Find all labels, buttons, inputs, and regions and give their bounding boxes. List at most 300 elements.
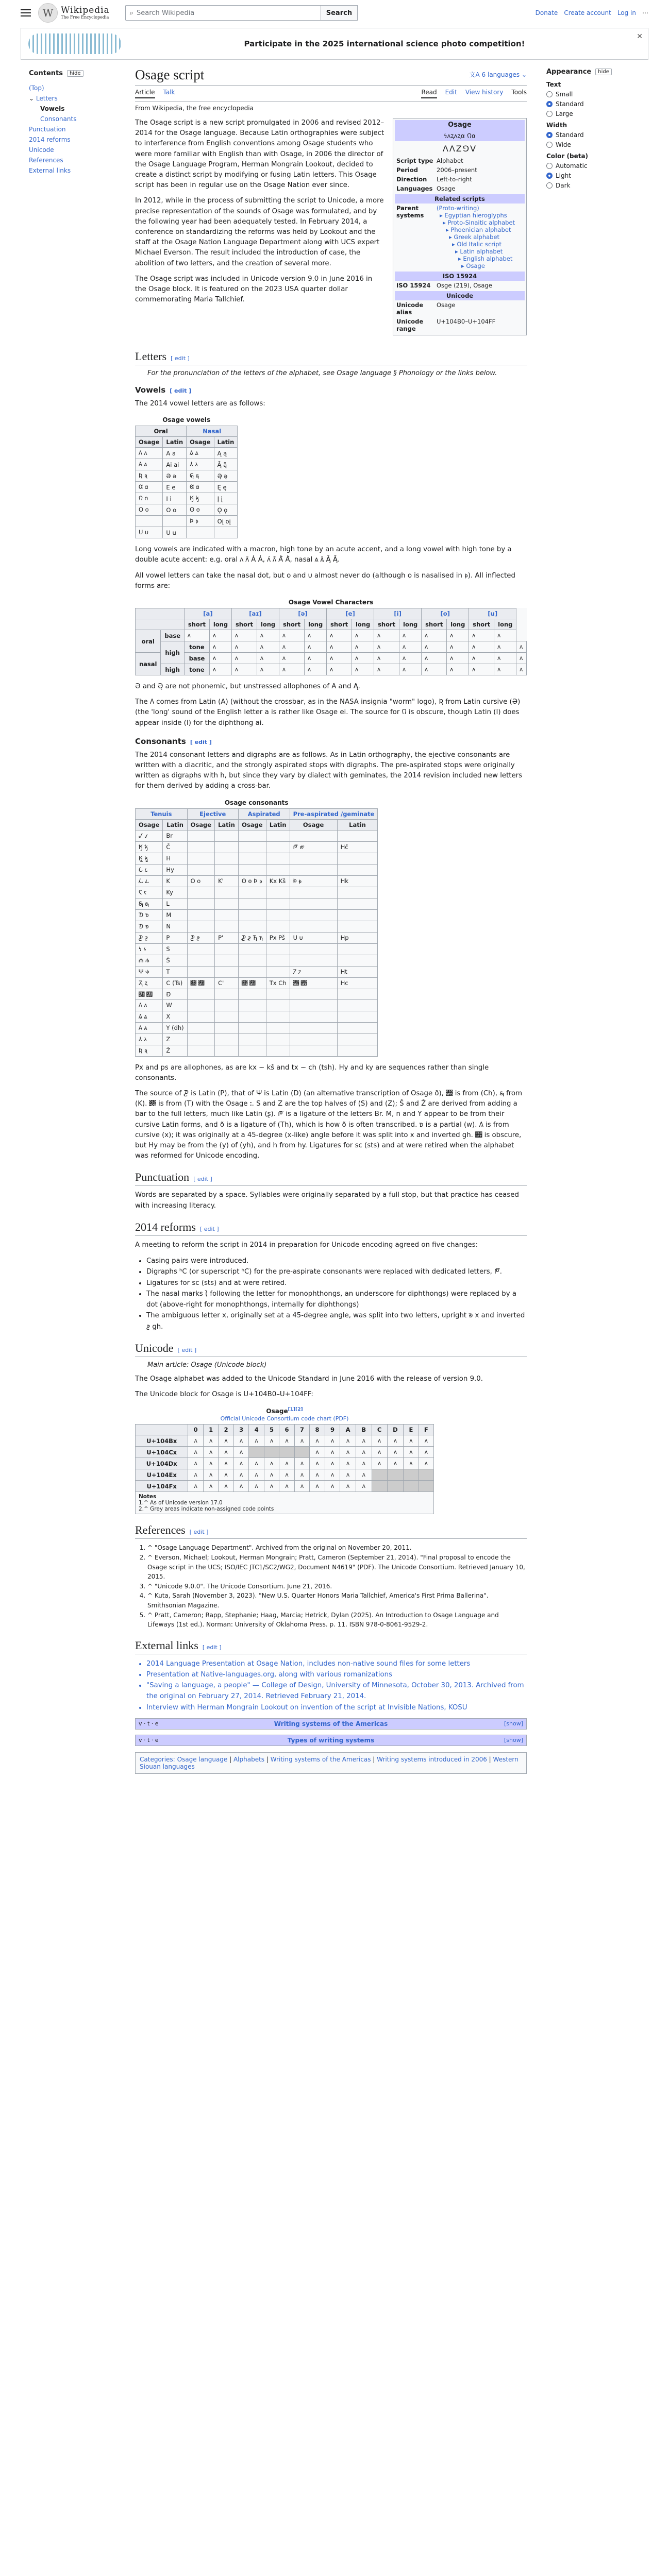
category-link[interactable]: Osage language xyxy=(177,1756,228,1764)
unicode-block-table xyxy=(135,1405,434,1514)
table-cell xyxy=(266,898,290,909)
table-cell: 𐓘 xyxy=(352,641,374,653)
table-cell: X xyxy=(163,1011,187,1022)
col-header[interactable]: [o] xyxy=(422,608,469,619)
wordmark-text: Wikipedia xyxy=(61,5,110,16)
table-cell: 𐓘 xyxy=(422,653,447,664)
table-cell: 𐓏 𐓷 xyxy=(136,943,163,955)
table-cell: Ž xyxy=(163,1045,187,1056)
code-point[interactable]: 𐓘 xyxy=(310,1469,325,1481)
table-cell: 𐓀 𐓨 xyxy=(290,841,337,853)
table-cell xyxy=(266,989,290,999)
list-item: • The nasal marks (̈ following the letter for monophthongs, an underscore for diphthongs) were replaced by a dot (above-right for monophthongs, internally for diphthongs) xyxy=(146,1289,527,1311)
create-account-link[interactable]: Create account xyxy=(564,9,611,16)
navbox-title[interactable]: Types of writing systems xyxy=(287,1737,375,1744)
table-cell xyxy=(337,999,378,1011)
table-cell: 𐓘 xyxy=(516,664,527,675)
donate-link[interactable]: Donate xyxy=(535,9,558,16)
section-heading xyxy=(135,1523,527,1539)
code-point[interactable]: 𐓘 xyxy=(188,1458,203,1469)
category-link[interactable]: Writing systems introduced in 2006 xyxy=(377,1756,487,1764)
toc-item[interactable]: Punctuation xyxy=(29,126,66,133)
show-text: show xyxy=(506,1737,521,1744)
table-cell xyxy=(238,830,266,841)
category-link[interactable]: Western Siouan languages xyxy=(140,1756,519,1771)
table-cell: 𐓘 xyxy=(447,641,469,653)
table-cell: 𐓘 xyxy=(374,664,399,675)
reforms-list xyxy=(146,1256,527,1332)
external-link[interactable]: • "Saving a language, a people" — College of Design, University of Minnesota, October 30, 2013. Archived from the original on February 27, 2014. Retrieved February 21, 2014. xyxy=(146,1680,527,1702)
table-cell: 𐓂 𐓪 xyxy=(187,875,214,887)
table-cell: 𐓘 xyxy=(279,653,305,664)
table-cell: K xyxy=(163,875,187,887)
code-point[interactable]: 𐓘 xyxy=(279,1481,294,1492)
intro-paragraph: The Osage script is a new script promulgated in 2006 and revised 2012–2014 for the Osage language. Because Latin orthographies were subject to interference from English conventions among Osage students who were more familiar with English than with Osage, in 2006 the director of the Osage Language Program, Herman Mongrain Lookout, decided to create a distinct script by modifying or fusing Latin letters. This Osage script has been in regular use on the Osage Nation ever since. xyxy=(135,119,384,190)
table-row xyxy=(136,1011,378,1022)
col-header: D xyxy=(387,1425,404,1435)
col-subheader: long xyxy=(494,619,516,630)
intro-paragraph: The Osage script was included in Unicode version 9.0 in June 2016 in the Osage block. It is featured on the 2023 USA quarter dollar commemorating Maria Tallchief. xyxy=(135,275,373,304)
parent-system[interactable]: ▸ Latin alphabet xyxy=(455,248,503,255)
table-row xyxy=(136,989,378,999)
code-point[interactable]: 𐓘 xyxy=(356,1469,372,1481)
table-cell: Hk xyxy=(337,875,378,887)
radio-icon[interactable] xyxy=(546,142,553,148)
radio-option[interactable] xyxy=(546,172,649,179)
code-point[interactable]: 𐓘 xyxy=(372,1447,387,1458)
code-point[interactable]: 𐓘 xyxy=(203,1458,218,1469)
code-point[interactable]: 𐓘 xyxy=(419,1458,433,1469)
table-caption: Osage Vowel Characters xyxy=(288,599,374,606)
code-point[interactable]: 𐓘 xyxy=(264,1469,279,1481)
section-heading xyxy=(135,385,527,395)
radio-icon[interactable] xyxy=(546,101,553,107)
heading-text: Consonants xyxy=(135,736,186,746)
tab-article[interactable]: Article xyxy=(135,89,155,98)
edit-link[interactable]: [ edit ] xyxy=(202,1643,222,1651)
navbox-show[interactable]: [show] xyxy=(504,1737,523,1744)
parent-system[interactable]: (Proto-writing) xyxy=(437,205,479,212)
heading-text: Letters xyxy=(135,350,167,363)
code-point[interactable]: 𐓘 xyxy=(264,1435,279,1447)
toc-item[interactable]: Unicode xyxy=(29,146,54,154)
table-cell: 𐓘 xyxy=(257,664,279,675)
table-cell xyxy=(187,1045,214,1056)
navbox-vte[interactable]: v · t · e xyxy=(139,1720,159,1727)
radio-option[interactable] xyxy=(546,141,649,148)
code-point[interactable]: 𐓘 xyxy=(188,1447,203,1458)
code-point[interactable]: 𐓘 xyxy=(404,1447,419,1458)
col-header[interactable]: Tenuis xyxy=(136,808,188,819)
external-link[interactable]: • Interview with Herman Mongrain Lookout on invention of the script at Invisible Nations, KOSU xyxy=(146,1702,527,1713)
table-cell xyxy=(238,864,266,875)
table-row xyxy=(136,1045,378,1056)
table-cell xyxy=(337,1022,378,1033)
categories-label[interactable]: Categories: xyxy=(140,1756,175,1764)
table-cell: U u xyxy=(163,527,187,538)
heading-text: External links xyxy=(135,1638,198,1652)
table-cell xyxy=(266,1033,290,1045)
table-cell xyxy=(163,516,187,527)
table-cell: 𐓖 𐓾 xyxy=(290,977,337,989)
code-point[interactable]: 𐓘 xyxy=(219,1481,233,1492)
list-item: • Ligatures for sc (sts) and at were retired. xyxy=(146,1278,527,1289)
table-cell: 𐓃 𐓫 𐓄 𐓬 xyxy=(238,875,266,887)
caption-title: Osage xyxy=(266,1408,288,1415)
toc-item[interactable]: Vowels xyxy=(40,105,65,112)
table-cell xyxy=(337,1045,378,1056)
edit-link[interactable]: [ edit ] xyxy=(199,1225,219,1232)
table-row xyxy=(136,864,378,875)
external-link[interactable]: • Presentation at Native-languages.org, along with various romanizations xyxy=(146,1669,527,1680)
table-cell xyxy=(214,527,238,538)
col-subheader: Latin xyxy=(163,819,187,830)
code-point[interactable]: 𐓘 xyxy=(310,1458,325,1469)
edit-link[interactable]: [ edit ] xyxy=(190,738,212,745)
parent-system[interactable]: ▸ Egyptian hieroglyphs xyxy=(440,212,507,219)
external-link[interactable]: • 2014 Language Presentation at Osage Nation, includes non-native sound files for some letters xyxy=(146,1658,527,1669)
list-item: • Casing pairs were introduced. xyxy=(146,1256,527,1266)
code-point[interactable]: 𐓘 xyxy=(310,1435,325,1447)
row-header: U+104Dx xyxy=(136,1458,188,1469)
user-links xyxy=(536,9,648,16)
category-link[interactable]: Alphabets xyxy=(233,1756,265,1764)
parent-system[interactable]: ▸ English alphabet xyxy=(458,255,513,262)
code-point[interactable]: 𐓘 xyxy=(233,1469,248,1481)
banner-text[interactable]: Participate in the 2025 international science photo competition! xyxy=(244,39,525,48)
parent-system[interactable]: ▸ Proto-Sinaitic alphabet xyxy=(443,219,515,226)
note: 2.^ Grey areas indicate non-assigned code points xyxy=(139,1506,274,1513)
language-count: 6 languages xyxy=(481,71,520,78)
table-cell: 𐓘 xyxy=(279,641,305,653)
radio-option[interactable] xyxy=(546,131,649,139)
table-cell: Hp xyxy=(337,932,378,943)
code-point[interactable]: 𐓘 xyxy=(340,1481,356,1492)
code-point[interactable]: 𐓘 xyxy=(188,1469,203,1481)
paragraph: The 𐒰 comes from Latin (A) (without the crossbar, as in the NASA insignia "worm" logo), 𐒴 from Latin cursive (Ə) (the 'long' sound of the English letter a is rather like Osage ei. The source for 𐒻 is obscure, though Latin (I) does appear inside (Ⅰ) for the diphthong ai. xyxy=(135,698,521,727)
table-cell: 𐓘 xyxy=(279,630,305,641)
code-chart-link[interactable]: Official Unicode Consortium code chart (PDF) xyxy=(220,1415,349,1422)
table-cell: I i xyxy=(163,493,187,504)
radio-option[interactable] xyxy=(546,100,649,108)
code-point[interactable]: 𐓘 xyxy=(279,1458,294,1469)
code-point[interactable]: 𐓘 xyxy=(233,1447,248,1458)
code-point[interactable]: 𐓘 xyxy=(249,1469,264,1481)
table-cell xyxy=(187,921,214,932)
radio-option[interactable] xyxy=(546,110,649,117)
col-header: E xyxy=(404,1425,419,1435)
infobox-row xyxy=(395,300,525,317)
table-cell xyxy=(215,830,239,841)
col-header[interactable]: Ejective xyxy=(187,808,238,819)
table-cell: Hy xyxy=(163,864,187,875)
row-value: U+104B0–U+104FF xyxy=(437,318,496,325)
col-header[interactable]: [u] xyxy=(469,608,516,619)
code-point[interactable]: 𐓘 xyxy=(419,1447,433,1458)
table-cell xyxy=(215,943,239,955)
code-point[interactable]: 𐓘 xyxy=(325,1447,340,1458)
table-cell: 𐒻 𐓣 xyxy=(136,493,163,504)
table-cell: 𐓔 𐓼 xyxy=(187,977,214,989)
code-point[interactable]: 𐓘 xyxy=(264,1458,279,1469)
radio-option[interactable] xyxy=(546,182,649,189)
table-cell xyxy=(337,830,378,841)
col-header: 8 xyxy=(310,1425,325,1435)
table-row xyxy=(136,1022,378,1033)
wikipedia-logo-icon[interactable]: W xyxy=(38,3,58,23)
infobox-row xyxy=(395,317,525,333)
table-cell: 𐓘 xyxy=(374,653,399,664)
code-point[interactable]: 𐓘 xyxy=(419,1435,433,1447)
radio-option[interactable] xyxy=(546,162,649,170)
tab-history[interactable]: View history xyxy=(465,89,504,96)
code-point xyxy=(249,1447,264,1458)
toc-hide-button[interactable]: hide xyxy=(67,70,83,77)
code-point[interactable]: 𐓘 xyxy=(387,1435,404,1447)
table-cell: 𐒴 𐓜 xyxy=(136,470,163,482)
paragraph: The source of 𐓊 is Latin (P), that of 𐓑 is Latin (D) (an alternative transcription of Osage ð), 𐓽 is from (Ch), 𐓯 from (K). 𐓕 is from (T) with the Osage ꓽ. S and Z are the top halves of (S) and (Z); Š and Ž are derived from adding a bar to the full letters, much like Latin (ʂ). 𐓀 is a ligature of the letters Br. M, n and Y appear to be from their cursive Latin forms, and ð is a ligature of (Th), which is how ð is often transcribed. 𐓱 is a partial (w). 𐒱 is from cursive (x); it was originally at a 45-degree (x-like) angle before it was split into x and inverted gh. 𐓿 is obscure, but Hy may be from the (y) of (yh), and h from hy. Ligatures for sc (sts) and at were retired when the alphabet was reformed for Unicode encoding. xyxy=(135,1090,523,1160)
parent-system[interactable]: ▸ Greek alphabet xyxy=(449,233,500,241)
table-row xyxy=(136,841,378,853)
table-cell: 𐓘 xyxy=(516,653,527,664)
code-point[interactable]: 𐓘 xyxy=(404,1435,419,1447)
edit-link[interactable]: [ edit ] xyxy=(171,355,190,362)
code-point[interactable]: 𐓘 xyxy=(404,1458,419,1469)
section-heading xyxy=(135,1342,527,1357)
code-point[interactable]: 𐓘 xyxy=(387,1447,404,1458)
table-cell: 𐓘 xyxy=(494,641,516,653)
navbox-show[interactable]: [show] xyxy=(504,1720,523,1727)
row-key: Direction xyxy=(396,176,427,183)
code-point[interactable]: 𐓘 xyxy=(325,1469,340,1481)
code-point[interactable]: 𐓘 xyxy=(294,1435,309,1447)
code-point[interactable]: 𐓘 xyxy=(279,1469,294,1481)
table-cell: Į į xyxy=(214,493,238,504)
table-cell xyxy=(187,887,214,898)
table-cell xyxy=(238,1045,266,1056)
appearance-hide-button[interactable]: hide xyxy=(595,69,612,75)
col-header[interactable]: Nasal xyxy=(187,426,238,437)
table-cell: 𐒽 𐓥 xyxy=(136,841,163,853)
vowels-table xyxy=(135,414,238,538)
code-point[interactable]: 𐓘 xyxy=(188,1435,203,1447)
table-cell xyxy=(290,955,337,966)
table-cell xyxy=(215,1033,239,1045)
table-cell xyxy=(238,853,266,864)
table-cell xyxy=(187,898,214,909)
tab-edit[interactable]: Edit xyxy=(445,89,457,96)
menu-icon[interactable] xyxy=(21,9,31,16)
table-cell: 𐓘 xyxy=(327,653,352,664)
col-header[interactable]: [i] xyxy=(374,608,422,619)
code-point[interactable]: 𐓘 xyxy=(387,1458,404,1469)
toc-item[interactable]: References xyxy=(29,157,63,164)
radio-icon[interactable] xyxy=(546,182,553,189)
table-cell: 𐓐 𐓸 xyxy=(136,955,163,966)
col-subheader: Osage xyxy=(238,819,266,830)
table-cell: 𐓘 xyxy=(231,630,257,641)
infobox-native: 𐓏𐓘𐓻𐓘𐓻𐓟 𐒻𐓟 xyxy=(395,130,525,141)
col-header[interactable]: Aspirated xyxy=(238,808,290,819)
code-point[interactable]: 𐓘 xyxy=(233,1435,248,1447)
code-point[interactable]: 𐓘 xyxy=(356,1435,372,1447)
tab-read[interactable]: Read xyxy=(421,89,437,98)
navbox-title[interactable]: Writing systems of the Americas xyxy=(274,1720,388,1728)
table-cell xyxy=(266,955,290,966)
search-button[interactable]: Search xyxy=(321,5,358,21)
parent-system[interactable]: ▸ Osage xyxy=(461,262,485,269)
edit-link[interactable]: [ edit ] xyxy=(170,387,192,394)
table-cell xyxy=(215,1045,239,1056)
table-cell: 𐓘 xyxy=(399,641,422,653)
code-point[interactable]: 𐓘 xyxy=(203,1469,218,1481)
row-header: tone xyxy=(184,664,209,675)
table-cell: 𐓅 𐓭 xyxy=(290,875,337,887)
code-point[interactable]: 𐓘 xyxy=(203,1481,218,1492)
code-point[interactable]: 𐓘 xyxy=(340,1447,356,1458)
code-point[interactable]: 𐓘 xyxy=(340,1458,356,1469)
col-header[interactable]: [ə] xyxy=(279,608,327,619)
more-options-icon[interactable]: ⋯ xyxy=(642,9,648,16)
table-cell: 𐒷 𐓟 xyxy=(136,482,163,493)
reference-item: 2. ^ Everson, Michael; Lookout, Herman Mongrain; Pratt, Cameron (September 21, 2014). "Final proposal to encode the Osage script in the UCS; ISO/IEC JTC1/SC2/WG2, Document N4619" (PDF). The Unicode Consortium. Retrieved January 10, 2015. xyxy=(147,1553,527,1582)
code-point[interactable]: 𐓘 xyxy=(233,1458,248,1469)
toc-item-letters[interactable] xyxy=(29,93,106,104)
table-cell: 𐓘 xyxy=(516,641,527,653)
table-cell: 𐓘 xyxy=(231,664,257,675)
code-point[interactable]: 𐓘 xyxy=(325,1435,340,1447)
table-row xyxy=(136,887,378,898)
col-header[interactable]: [e] xyxy=(327,608,374,619)
code-point[interactable]: 𐓘 xyxy=(372,1435,387,1447)
table-cell: 𐓘 xyxy=(352,630,374,641)
parent-system[interactable]: ▸ Phoenician alphabet xyxy=(446,226,511,233)
tab-talk[interactable]: Talk xyxy=(163,89,175,96)
related-header: Related scripts xyxy=(395,194,525,204)
code-point[interactable]: 𐓘 xyxy=(233,1481,248,1492)
navbox-vte[interactable]: v · t · e xyxy=(139,1737,159,1744)
code-point[interactable]: 𐓘 xyxy=(279,1435,294,1447)
toc-item[interactable]: Consonants xyxy=(40,115,77,123)
category-link[interactable]: Writing systems of the Americas xyxy=(270,1756,371,1764)
edit-link[interactable]: [ edit ] xyxy=(193,1176,212,1183)
table-cell: 𐓘 xyxy=(447,664,469,675)
parent-system[interactable]: ▸ Old Italic script xyxy=(452,241,501,248)
table-cell xyxy=(187,830,214,841)
table-cell xyxy=(215,966,239,977)
login-link[interactable]: Log in xyxy=(617,9,636,16)
edit-link[interactable]: [ edit ] xyxy=(177,1346,197,1353)
table-cell: C (Ts) xyxy=(163,977,187,989)
col-header: C xyxy=(372,1425,387,1435)
code-point[interactable]: 𐓘 xyxy=(325,1481,340,1492)
col-header: 0 xyxy=(188,1425,203,1435)
table-cell xyxy=(266,1022,290,1033)
table-cell xyxy=(290,999,337,1011)
code-point[interactable]: 𐓘 xyxy=(203,1447,218,1458)
code-point[interactable]: 𐓘 xyxy=(310,1481,325,1492)
col-header: F xyxy=(419,1425,433,1435)
code-point[interactable]: 𐓘 xyxy=(203,1435,218,1447)
code-point[interactable]: 𐓘 xyxy=(340,1435,356,1447)
code-point[interactable]: 𐓘 xyxy=(188,1481,203,1492)
col-header[interactable]: [a] xyxy=(184,608,231,619)
heading-text: Punctuation xyxy=(135,1171,190,1184)
table-cell xyxy=(290,1022,337,1033)
code-point[interactable]: 𐓘 xyxy=(372,1458,387,1469)
language-button[interactable]: 文A 6 languages ⌄ xyxy=(469,71,527,78)
code-point[interactable]: 𐓘 xyxy=(219,1458,233,1469)
code-point[interactable]: 𐓘 xyxy=(294,1469,309,1481)
code-point[interactable]: 𐓘 xyxy=(249,1481,264,1492)
row-key: Unicode range xyxy=(396,318,424,332)
edit-link[interactable]: [ edit ] xyxy=(189,1529,209,1536)
code-point[interactable]: 𐓘 xyxy=(356,1447,372,1458)
code-point[interactable]: 𐓘 xyxy=(325,1458,340,1469)
code-point[interactable]: 𐓘 xyxy=(249,1458,264,1469)
tab-tools[interactable]: Tools xyxy=(511,89,527,96)
close-icon[interactable]: ✕ xyxy=(637,32,643,41)
col-header[interactable]: Pre-aspirated /geminate xyxy=(290,808,378,819)
table-cell: 𐒱 𐓙 xyxy=(136,1011,163,1022)
col-subheader: short xyxy=(184,619,209,630)
radio-label: Light xyxy=(556,172,571,179)
code-point[interactable]: 𐓘 xyxy=(219,1447,233,1458)
table-row xyxy=(136,1033,378,1045)
table-cell: 𐓒 𐓺 xyxy=(290,966,337,977)
code-point[interactable]: 𐓘 xyxy=(219,1469,233,1481)
paragraph: The Osage alphabet was added to the Unicode Standard in June 2016 with the release of version 9.0. xyxy=(135,1375,483,1383)
code-point[interactable]: 𐓘 xyxy=(294,1481,309,1492)
radio-icon[interactable] xyxy=(546,111,553,117)
col-header[interactable]: [aɪ] xyxy=(231,608,279,619)
radio-icon[interactable] xyxy=(546,173,553,179)
toc-item[interactable]: (Top) xyxy=(29,84,44,92)
code-point[interactable]: 𐓘 xyxy=(294,1458,309,1469)
code-point[interactable]: 𐓘 xyxy=(356,1458,372,1469)
radio-option[interactable] xyxy=(546,91,649,98)
code-point xyxy=(419,1469,433,1481)
table-cell: Px Pš xyxy=(266,932,290,943)
table-row xyxy=(136,493,238,504)
code-point[interactable]: 𐓘 xyxy=(249,1435,264,1447)
wordmark[interactable] xyxy=(61,6,110,20)
code-point[interactable]: 𐓘 xyxy=(219,1435,233,1447)
code-point xyxy=(419,1481,433,1492)
table-cell xyxy=(266,830,290,841)
row-header: base xyxy=(184,653,209,664)
chevron-down-icon[interactable]: ⌄ xyxy=(29,95,36,102)
radio-icon[interactable] xyxy=(546,163,553,169)
table-cell: 𐓘 xyxy=(447,653,469,664)
section-heading xyxy=(135,1221,527,1236)
table-row xyxy=(136,853,378,864)
code-point[interactable]: 𐓘 xyxy=(340,1469,356,1481)
code-point xyxy=(279,1447,294,1458)
code-point xyxy=(372,1481,387,1492)
code-point[interactable]: 𐓘 xyxy=(356,1481,372,1492)
table-cell xyxy=(266,841,290,853)
toc-item[interactable]: 2014 reforms xyxy=(29,136,71,143)
radio-icon[interactable] xyxy=(546,132,553,138)
code-point[interactable]: 𐓘 xyxy=(264,1481,279,1492)
toc-item[interactable]: External links xyxy=(29,167,71,174)
search-input[interactable] xyxy=(125,5,321,21)
code-point[interactable]: 𐓘 xyxy=(310,1447,325,1458)
radio-icon[interactable] xyxy=(546,91,553,97)
appearance-title: Appearance xyxy=(546,68,592,76)
table-cell: 𐓑 𐓹 xyxy=(136,966,163,977)
